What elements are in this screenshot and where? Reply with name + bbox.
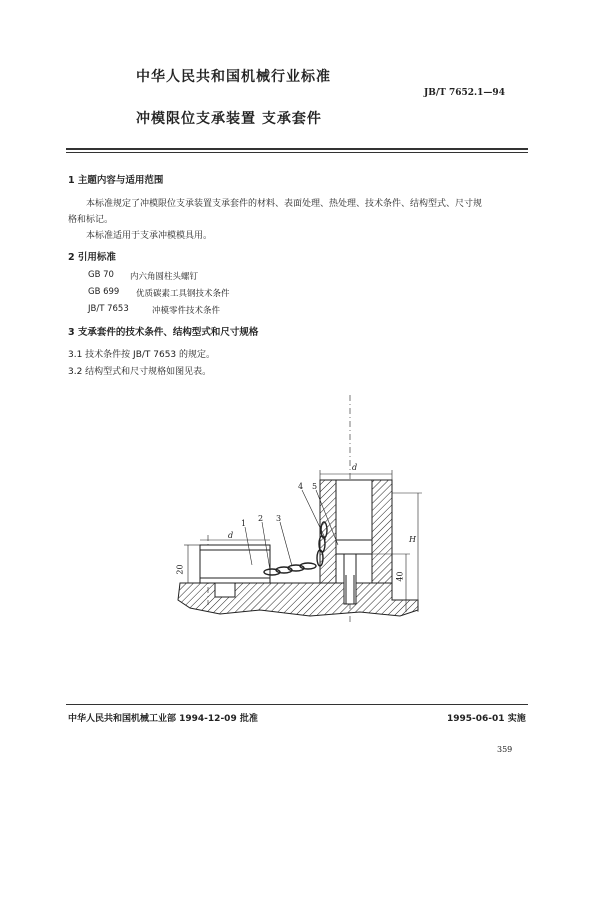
header-rule-thick [66, 148, 528, 150]
upper-block-left [320, 480, 336, 583]
figure-label-5: 5 [312, 482, 318, 491]
reference-name: 优质碳素工具钢技术条件 [136, 289, 230, 299]
section-3-item-1: 3.1 技术条件按 JB/T 7653 的规定。 [68, 350, 216, 360]
figure-label-4: 4 [298, 482, 304, 491]
dimension-d-block-label: d [228, 531, 234, 540]
section-1-para-1-line-2: 格和标记。 [68, 215, 114, 225]
figure-label-3: 3 [276, 514, 282, 523]
reference-code: JB/T 7653 [88, 304, 129, 314]
standard-number: JB/T 7652.1—94 [424, 88, 505, 98]
figure-label-2: 2 [258, 514, 264, 523]
reference-name: 冲模零件技术条件 [152, 306, 221, 316]
standard-organization: 中华人民共和国机械行业标准 [136, 69, 331, 85]
reference-code: GB 70 [88, 270, 114, 280]
figure-label-1: 1 [241, 519, 247, 528]
base-plate [178, 583, 418, 616]
leader-line-3 [280, 522, 292, 566]
dimension-40-label: 40 [395, 571, 405, 582]
support-block-foot [215, 583, 235, 597]
section-3-item-2: 3.2 结构型式和尺寸规格如图见表。 [68, 367, 212, 377]
reference-name: 内六角圆柱头螺钉 [130, 272, 199, 282]
section-1-para-2: 本标准适用于支承冲模模具用。 [86, 231, 213, 241]
section-1-para-1-line-1: 本标准规定了冲模限位支承装置支承套件的材料、表面处理、热处理、技术条件、结构型式、尺寸规 [86, 199, 483, 209]
footer-rule [66, 704, 528, 705]
upper-block-right [372, 480, 392, 583]
dimension-d-top-label: d [352, 463, 358, 472]
support-assembly-drawing [160, 390, 450, 630]
page-number: 359 [497, 745, 513, 754]
implementation-date: 1995-06-01 实施 [447, 714, 526, 724]
reference-code: GB 699 [88, 287, 120, 297]
sleeve-head [336, 540, 372, 554]
header-rule-thin [66, 152, 528, 153]
document-title: 冲模限位支承装置 支承套件 [136, 111, 322, 127]
section-3-heading: 3 支承套件的技术条件、结构型式和尺寸规格 [68, 327, 259, 338]
chain [264, 522, 327, 575]
dimension-h-label: H [409, 535, 416, 544]
support-block [200, 545, 270, 583]
section-2-heading: 2 引用标准 [68, 252, 116, 263]
dimension-20-label: 20 [175, 564, 185, 575]
section-1-heading: 1 主题内容与适用范围 [68, 175, 164, 186]
approval-line: 中华人民共和国机械工业部 1994-12-09 批准 [68, 714, 258, 724]
